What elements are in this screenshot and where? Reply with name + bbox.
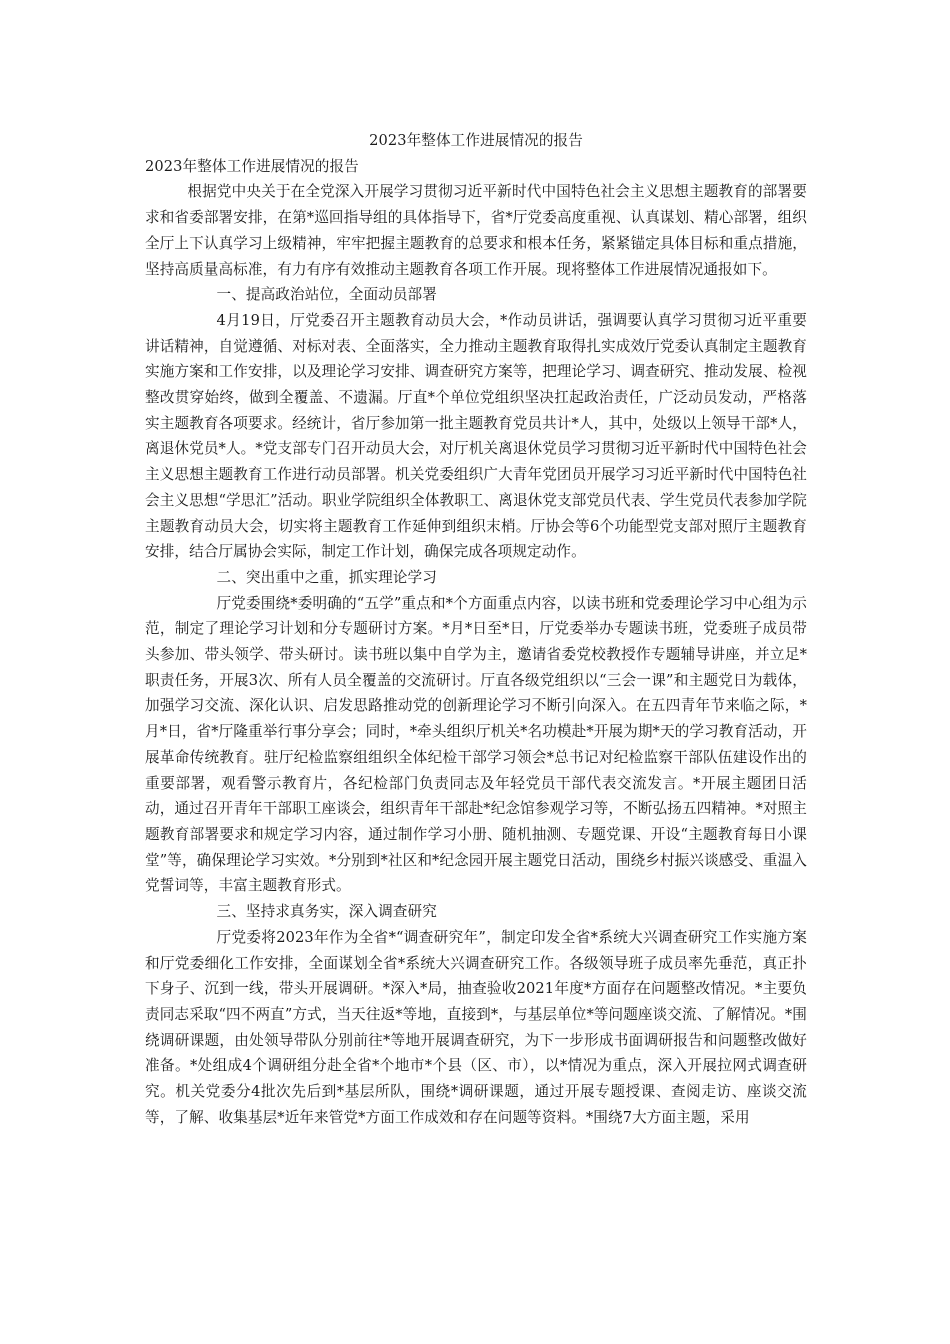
intro-paragraph: 根据党中央关于在全党深入开展学习贯彻习近平新时代中国特色社会主义思想主题教育的部署要求和省委部署安排，在第*巡回指导组的具体指导下，省*厅党委高度重视、认真谋划、精心部署，组织全厅上下认真学习上级精神，牢牢把握主题教育的总要求和根本任务，紧紧锚定具体目标和重点措施，坚持高质量高标准，有力有序有效推动主题教育各项工作开展。现将整体工作进展情况通报如下。 — [145, 183, 807, 278]
document-title: 2023年整体工作进展情况的报告 — [369, 132, 583, 149]
section-heading-1: 一、提高政治站位，全面动员部署 — [216, 286, 437, 304]
section-body-1: 4月19日，厅党委召开主题教育动员大会，*作动员讲话，强调要认真学习贯彻习近平重要讲话精神，自觉遵循、对标对表、全面落实，全力推动主题教育取得扎实成效厅党委认真制定主题教育实施方案和工作安排，以及理论学习安排、调查研究方案等，把理论学习、调查研究、推动发展、检视整改贯穿始终，做到全覆盖、不遗漏。厅直*个单位党组织坚决扛起政治责任，广泛动员发动，严格落实主题教育各项要求。经统计，省厅参加第一批主题教育党员共计*人，其中，处级以上领导干部*人，离退休党员*人。*党支部专门召开动员大会，对厅机关离退休党员学习贯彻习近平新时代中国特色社会主义思想主题教育工作进行动员部署。机关党委组织广大青年党团员开展学习习近平新时代中国特色社会主义思想“学思汇”活动。职业学院组织全体教职工、离退休党支部党员代表、学生党员代表参加学院主题教育动员大会，切实将主题教育工作延伸到组织末梢。厅协会等6个功能型党支部对照厅主题教育安排，结合厅属协会实际，制定工作计划，确保完成各项规定动作。 — [145, 311, 807, 561]
section-body-3: 厅党委将2023年作为全省*“调查研究年”，制定印发全省*系统大兴调查研究工作实施方案和厅党委细化工作安排，全面谋划全省*系统大兴调查研究工作。各级领导班子成员率先垂范，真正扑下身子、沉到一线，带头开展调研。*深入*局，抽查验收2021年度*方面存在问题整改情况。*主要负责同志采取“四不两直”方式，当天往返*等地，直接到*，与基层单位*等问题座谈交流、了解情况。*围绕调研课题，由处领导带队分别前往*等地开展调查研究，为下一步形成书面调研报告和问题整改做好准备。*处组成4个调研组分赴全省*个地市*个县（区、市），以*情况为重点，深入开展拉网式调查研究。机关党委分4批次先后到*基层所队，围绕*调研课题，通过开展专题授课、查阅走访、座谈交流等，了解、收集基层*近年来管党*方面工作成效和存在问题等资料。*围绕7大方面主题，采用 — [145, 928, 807, 1126]
section-heading-3: 三、坚持求真务实，深入调查研究 — [216, 903, 437, 921]
section-body-2: 厅党委围绕*委明确的“五学”重点和*个方面重点内容，以读书班和党委理论学习中心组为示范，制定了理论学习计划和分专题研讨方案。*月*日至*日，厅党委举办专题读书班，党委班子成员带头参加、带头领学、带头研讨。读书班以集中自学为主，邀请省委党校教授作专题辅导讲座，并立足*职责任务，开展3次、所有人员全覆盖的交流研讨。厅直各级党组织以“三会一课”和主题党日为载体，加强学习交流、深化认识、启发思路推动党的创新理论学习不断引向深入。在五四青年节来临之际，*月*日，省*厅隆重举行事分享会；同时，*牵头组织厅机关*名功模赴*开展为期*天的学习教育活动，开展革命传统教育。驻厅纪检监察组组织全体纪检干部学习领会*总书记对纪检监察干部队伍建设作出的重要部署，观看警示教育片，各纪检部门负责同志及年轻党员干部代表交流发言。*开展主题团日活动，通过召开青年干部职工座谈会，组织青年干部赴*纪念馆参观学习等，不断弘扬五四精神。*对照主题教育部署要求和规定学习内容，通过制作学习小册、随机抽测、专题党课、开设“主题教育每日小课堂”等，确保理论学习实效。*分别到*社区和*纪念园开展主题党日活动，围绕乡村振兴谈感受、重温入党誓词等，丰富主题教育形式。 — [145, 594, 807, 895]
document-page — [145, 128, 807, 1130]
section-heading-2: 二、突出重中之重，抓实理论学习 — [216, 568, 437, 586]
document-subtitle: 2023年整体工作进展情况的报告 — [145, 157, 359, 175]
